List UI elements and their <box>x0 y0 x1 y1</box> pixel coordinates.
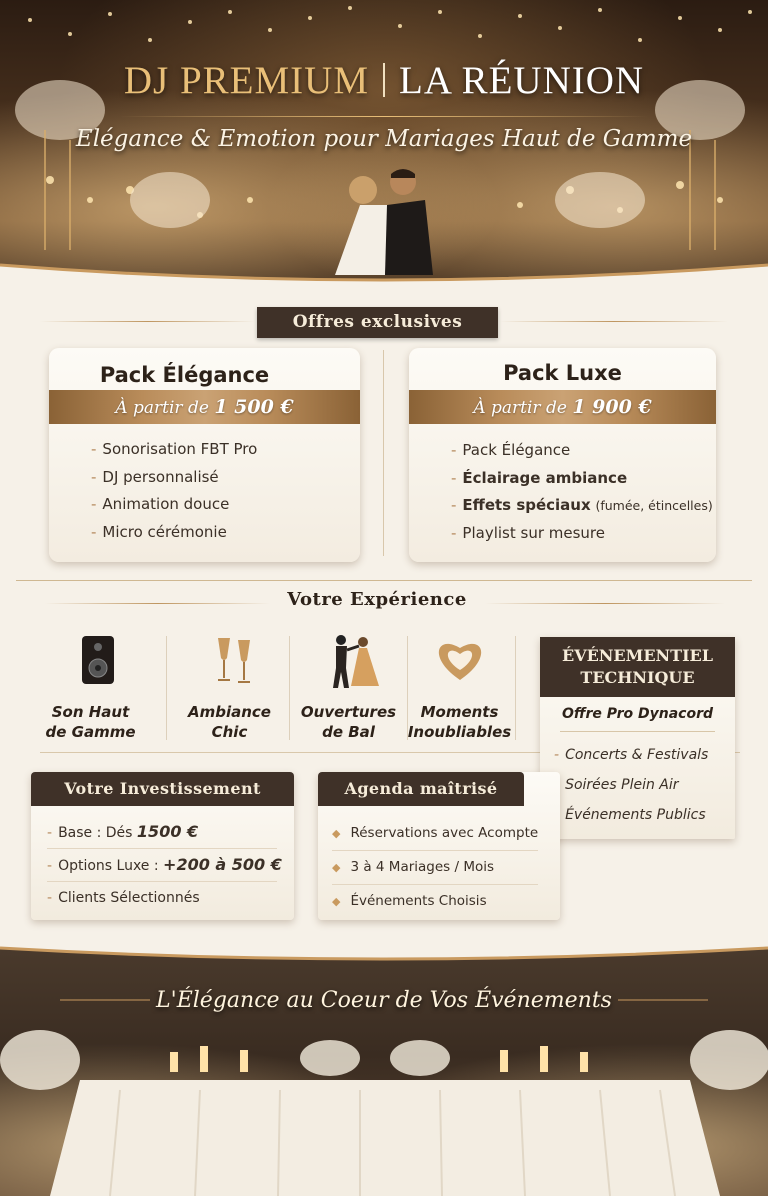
feature-ouvertures: Ouvertures de Bal <box>291 628 406 746</box>
dancing-couple-icon <box>327 632 383 690</box>
hero-subtitle: Elégance & Emotion pour Mariages Haut de Gamme <box>75 126 693 152</box>
pack-luxe-features <box>451 437 713 547</box>
feature-divider <box>289 636 290 740</box>
list-item: - Concerts & Festivals <box>554 747 709 763</box>
list-item: Événements Publics <box>565 807 706 823</box>
investment-card[interactable] <box>31 772 294 920</box>
technique-divider <box>560 731 715 732</box>
list-item: - Options Luxe : +200 à 500 € <box>47 849 277 882</box>
list-item: - Effets spéciaux (fumée, étincelles) <box>451 496 713 514</box>
footer-banner <box>0 940 768 1196</box>
page-title <box>0 58 768 103</box>
offers-line-left <box>40 321 255 322</box>
investment-list <box>47 816 282 914</box>
agenda-heading: Agenda maîtrisé <box>318 772 524 806</box>
list-item: ◆ Événements Choisis <box>332 893 487 909</box>
list-item: - Micro cérémonie <box>91 522 227 541</box>
price-prefix: À partir de <box>473 398 567 418</box>
technique-heading: ÉVÉNEMENTIEL TECHNIQUE <box>540 637 735 697</box>
agenda-list <box>332 817 538 918</box>
pack-elegance-card[interactable] <box>49 348 360 562</box>
list-item: ◆ Réservations avec Acompte <box>332 817 538 851</box>
hero-wave-divider <box>0 255 768 295</box>
section-divider <box>16 580 752 581</box>
feature-divider <box>166 636 167 740</box>
pack-luxe-price <box>409 390 716 424</box>
pack-elegance-price <box>49 390 360 424</box>
title-dj-premium: DJ PREMIUM <box>123 59 370 102</box>
list-item: Soirées Plein Air <box>565 777 679 793</box>
list-item: ◆ 3 à 4 Mariages / Mois <box>332 851 538 885</box>
technique-offer: Offre Pro Dynacord <box>561 706 714 722</box>
list-item: - Sonorisation FBT Pro <box>91 440 258 458</box>
feature-divider <box>515 636 516 740</box>
list-item: - Éclairage ambiance <box>451 468 628 487</box>
feature-moments: Moments Inoubliables <box>402 628 517 746</box>
speaker-icon <box>80 634 116 686</box>
list-item: - Playlist sur mesure <box>451 523 605 542</box>
investment-heading: Votre Investissement <box>31 772 294 806</box>
experience-line-left <box>45 603 270 604</box>
pack-elegance-title: Pack Élégance <box>99 363 270 387</box>
list-item: - Base : Dés 1500 € <box>47 816 277 849</box>
list-item: - Animation douce <box>91 495 230 513</box>
technique-list <box>554 740 708 830</box>
hero-banner <box>0 0 768 295</box>
agenda-card[interactable] <box>318 772 560 920</box>
feature-ambiance: Ambiance Chic <box>172 628 287 746</box>
pack-elegance-features <box>91 436 257 546</box>
heart-icon <box>433 636 487 684</box>
feature-son: Son Haut de Gamme <box>33 628 148 746</box>
pack-luxe-card[interactable] <box>409 348 716 562</box>
list-item: - Clients Sélectionnés <box>47 890 200 906</box>
price-value: 1 900 € <box>572 396 652 418</box>
experience-heading: Votre Expérience <box>287 589 467 610</box>
list-item: - Pack Élégance <box>451 441 571 459</box>
experience-line-right <box>485 603 725 604</box>
offers-divider <box>383 350 384 556</box>
title-separator <box>383 63 385 97</box>
champagne-icon <box>212 632 256 688</box>
title-location: LA RÉUNION <box>399 59 645 102</box>
price-prefix: À partir de <box>115 398 209 418</box>
offers-line-right <box>500 321 728 322</box>
footer-decor <box>0 940 768 1196</box>
price-value: 1 500 € <box>214 396 294 418</box>
title-divider <box>120 116 648 117</box>
list-item: - DJ personnalisé <box>91 467 219 486</box>
technique-card[interactable] <box>540 637 735 839</box>
footer-tagline: L'Élégance au Coeur de Vos Événements <box>156 988 612 1013</box>
offers-heading: Offres exclusives <box>257 307 498 338</box>
pack-luxe-title: Pack Luxe <box>503 361 622 385</box>
